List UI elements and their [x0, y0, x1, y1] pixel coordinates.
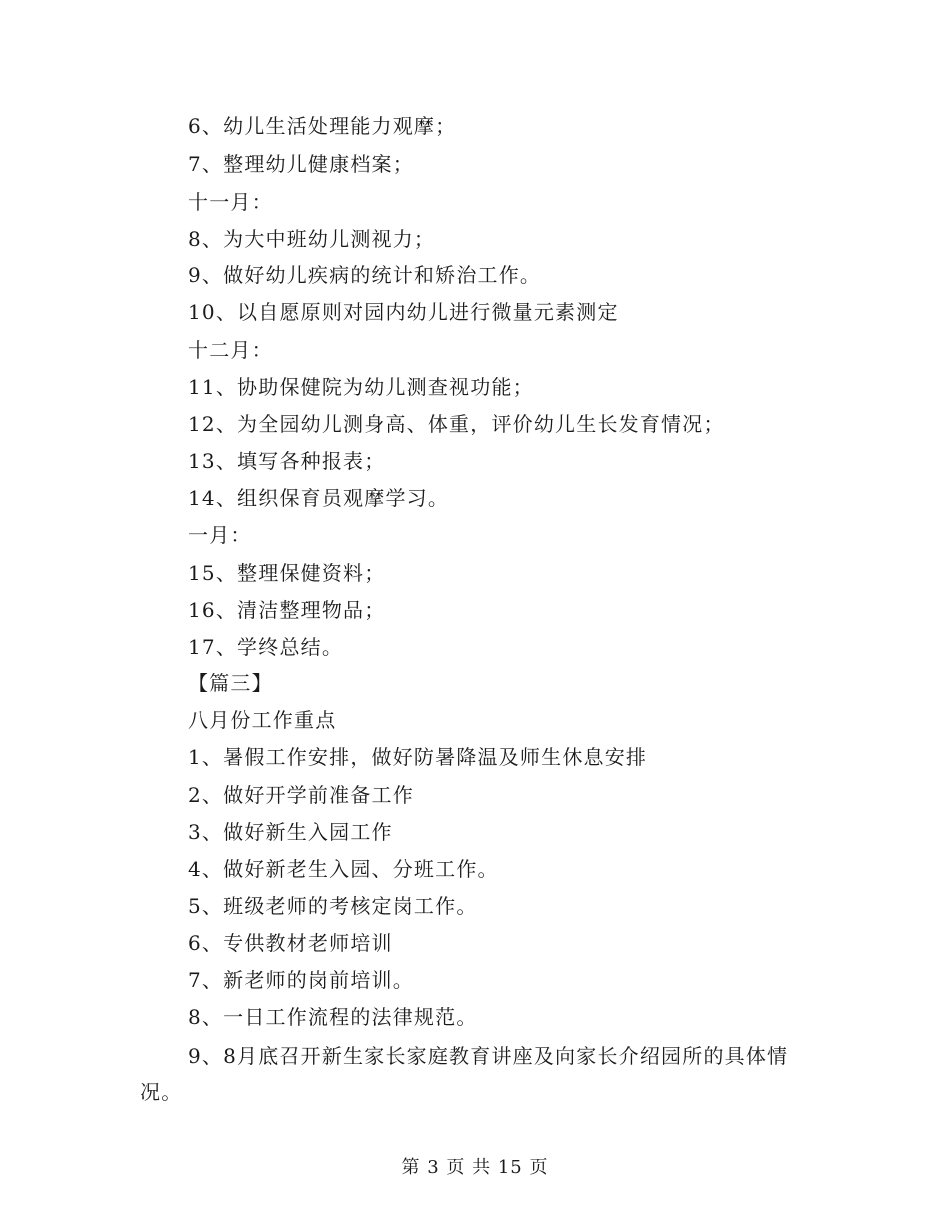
section-heading: 八月份工作重点 [188, 708, 337, 732]
text-line: 8、一日工作流程的法律规范。 [188, 1005, 478, 1029]
text-line: 4、做好新老生入园、分班工作。 [188, 857, 499, 881]
text-line: 14、组织保育员观摩学习。 [188, 486, 450, 510]
text-line: 9、8月底召开新生家长家庭教育讲座及向家长介绍园所的具体情 [188, 1044, 789, 1068]
text-line: 5、班级老师的考核定岗工作。 [188, 894, 478, 918]
text-line: 1、暑假工作安排，做好防暑降温及师生休息安排 [188, 745, 648, 769]
section-heading: 十二月： [188, 338, 273, 362]
text-line: 12、为全园幼儿测身高、体重，评价幼儿生长发育情况； [188, 412, 725, 436]
text-line-continuation: 况。 [140, 1080, 183, 1104]
text-line: 7、新老师的岗前培训。 [188, 968, 414, 992]
text-line: 6、专供教材老师培训 [188, 931, 393, 955]
text-line: 7、整理幼儿健康档案； [188, 152, 414, 176]
text-line: 11、协助保健院为幼儿测查视功能； [188, 375, 534, 399]
section-heading: 一月： [188, 523, 252, 547]
text-line: 10、以自愿原则对园内幼儿进行微量元素测定 [188, 300, 619, 324]
text-line: 3、做好新生入园工作 [188, 820, 393, 844]
text-line: 17、学终总结。 [188, 635, 344, 659]
text-line: 15、整理保健资料； [188, 561, 386, 585]
text-line: 16、清洁整理物品； [188, 598, 386, 622]
text-line: 6、幼儿生活处理能力观摩； [188, 114, 457, 138]
section-heading: 十一月： [188, 190, 273, 214]
chapter-heading: 【篇三】 [188, 671, 273, 695]
text-line: 9、做好幼儿疾病的统计和矫治工作。 [188, 263, 542, 287]
page-footer: 第 3 页 共 15 页 [401, 1157, 549, 1178]
text-line: 8、为大中班幼儿测视力； [188, 227, 436, 251]
text-line: 13、填写各种报表； [188, 449, 386, 473]
text-line: 2、做好开学前准备工作 [188, 783, 414, 807]
